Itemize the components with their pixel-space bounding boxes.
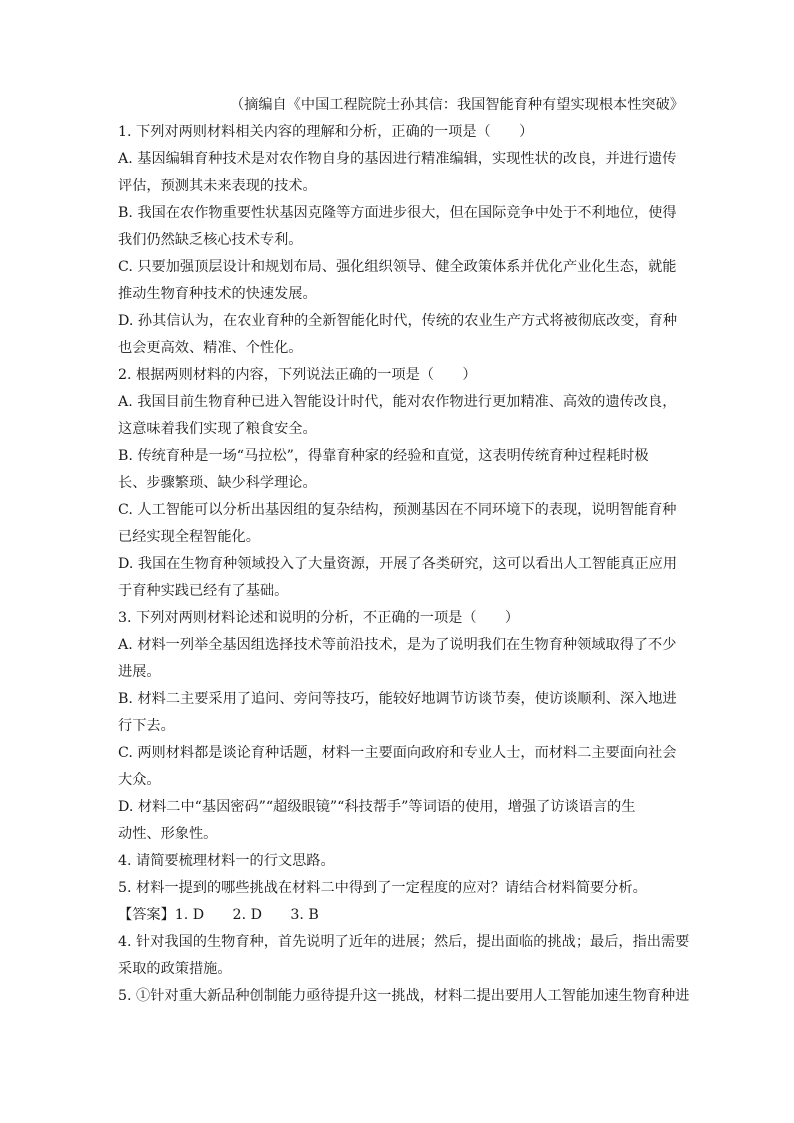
- option-b: [118, 200, 678, 254]
- question-1: [118, 119, 678, 362]
- option-c: [118, 740, 678, 794]
- option-line: C. 人工智能可以分析出基因组的复杂结构，预测基因在不同环境下的表现，说明智能育种: [118, 502, 677, 518]
- question-stem: 3. 下列对两则材料论述和说明的分析，不正确的一项是（ ）: [118, 610, 520, 626]
- option-a: [118, 632, 678, 686]
- option-line: B. 材料二主要采用了追问、旁问等技巧，能较好地调节访谈节奏，使访谈顺利、深入地进: [118, 691, 677, 707]
- option-line: B. 传统育种是一场“马拉松”，得靠育种家的经验和直觉，这表明传统育种过程耗时极: [118, 448, 649, 464]
- option-line: 评估，预测其未来表现的技术。: [118, 178, 317, 194]
- source-citation: （摘编自《中国工程院院士孙其信：我国智能育种有望实现根本性突破》: [229, 97, 684, 113]
- option-a: [118, 389, 678, 443]
- option-line: 推动生物育种技术的快速发展。: [118, 286, 317, 302]
- question-4: 4. 请简要梳理材料一的行文思路。: [118, 853, 335, 869]
- option-d: [118, 794, 678, 848]
- question-stem: 1. 下列对两则材料相关内容的理解和分析，正确的一项是（ ）: [118, 124, 534, 140]
- option-line: A. 我国目前生物育种已进入智能设计时代，能对农作物进行更加精准、高效的遗传改良，: [118, 394, 677, 410]
- option-line: 我们仍然缺乏核心技术专利。: [118, 232, 303, 248]
- option-line: C. 两则材料都是谈论育种话题，材料一主要面向政府和专业人士，而材料二主要面向社会: [118, 745, 677, 761]
- option-c: [118, 497, 678, 551]
- option-b: [118, 443, 678, 497]
- option-a: [118, 146, 678, 200]
- answer-choices: 1. D 2. D 3. B: [174, 907, 319, 923]
- option-line: 于育种实践已经有了基础。: [118, 583, 289, 599]
- option-line: D. 材料二中“基因密码”“超级眼镜”“科技帮手”等词语的使用，增强了访谈语言的生: [118, 799, 636, 815]
- answer-line: 采取的政策措施。: [118, 961, 232, 977]
- answer-key: [118, 902, 678, 929]
- answer-label: 【答案】: [118, 907, 175, 923]
- option-line: A. 材料一列举全基因组选择技术等前沿技术，是为了说明我们在生物育种领域取得了不少: [118, 637, 677, 653]
- option-b: [118, 686, 678, 740]
- option-line: 已经实现全程智能化。: [118, 529, 260, 545]
- answer-line: 4. 针对我国的生物育种，首先说明了近年的进展；然后，提出面临的挑战；最后，指出需要: [118, 934, 690, 950]
- option-line: C. 只要加强顶层设计和规划布局、强化组织领导、健全政策体系并优化产业化生态，就能: [118, 259, 677, 275]
- document-page: [118, 92, 690, 1010]
- option-line: A. 基因编辑育种技术是对农作物自身的基因进行精准编辑，实现性状的改良，并进行遗传: [118, 151, 677, 167]
- option-line: 大众。: [118, 772, 161, 788]
- answer-line: 5. ①针对重大新品种创制能力亟待提升这一挑战，材料二提出要用人工智能加速生物育种进: [118, 988, 690, 1004]
- option-line: 这意味着我们实现了粮食安全。: [118, 421, 317, 437]
- option-d: [118, 308, 678, 362]
- option-line: 动性、形象性。: [118, 826, 218, 842]
- question-2: [118, 362, 678, 605]
- answer-5: [118, 983, 690, 1010]
- option-d: [118, 551, 678, 605]
- question-5: 5. 材料一提到的哪些挑战在材料二中得到了一定程度的应对？请结合材料简要分析。: [118, 880, 647, 896]
- option-line: 长、步骤繁琐、缺少科学理论。: [118, 475, 317, 491]
- option-line: 也会更高效、精准、个性化。: [118, 340, 303, 356]
- option-line: 行下去。: [118, 718, 175, 734]
- option-line: D. 孙其信认为，在农业育种的全新智能化时代，传统的农业生产方式将被彻底改变，育种: [118, 313, 678, 329]
- option-line: 进展。: [118, 664, 161, 680]
- question-3: [118, 605, 678, 848]
- answer-4: [118, 929, 690, 983]
- question-stem: 2. 根据两则材料的内容，下列说法正确的一项是（ ）: [118, 367, 477, 383]
- option-line: D. 我国在生物育种领域投入了大量资源，开展了各类研究，这可以看出人工智能真正应用: [118, 556, 678, 572]
- option-c: [118, 254, 678, 308]
- option-line: B. 我国在农作物重要性状基因克隆等方面进步很大，但在国际竞争中处于不利地位，使得: [118, 205, 677, 221]
